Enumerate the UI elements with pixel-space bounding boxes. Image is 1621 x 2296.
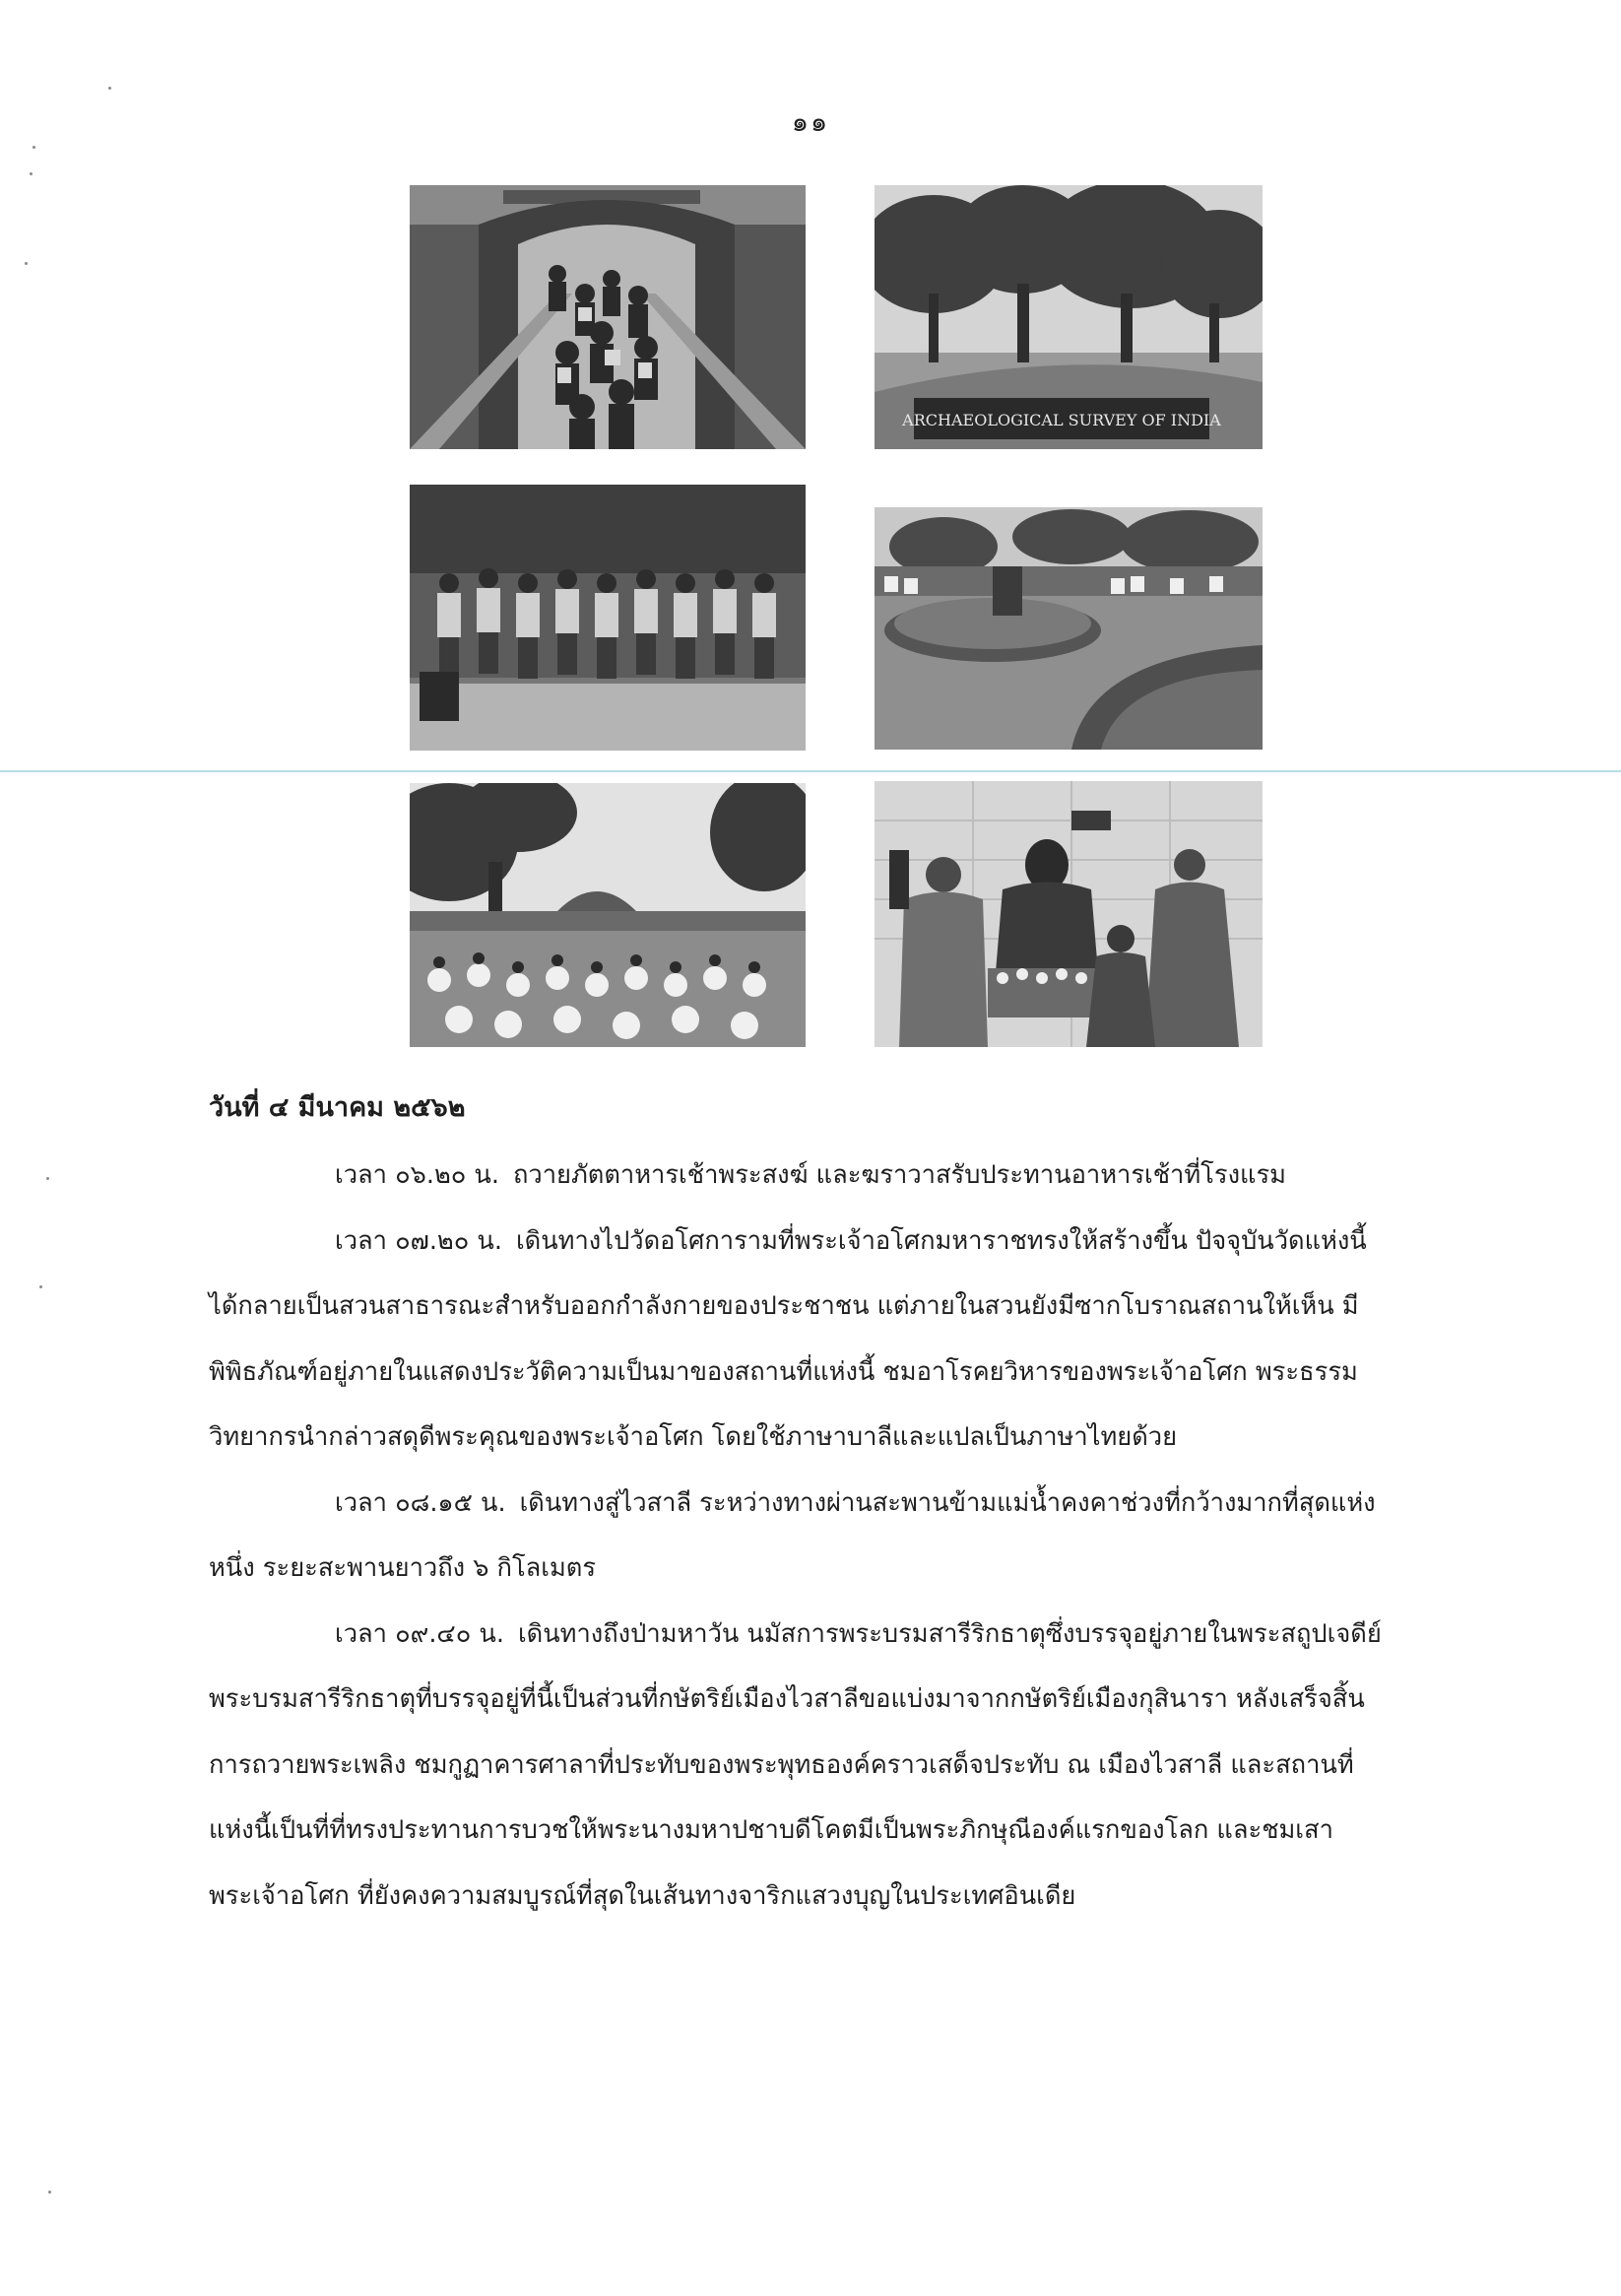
entry-text: เดินทางสู่ไวสาลี ระหว่างทางผ่านสะพานข้ามแม่น้ำคงคาช่วงที่กว้างมากที่สุดแห่งหนึ่ง ระยะสะพานยาวถึง ๖ กิโลเมตร (209, 1487, 1376, 1583)
entry-text: เดินทางไปวัดอโศการามที่พระเจ้าอโศกมหาราชทรงให้สร้างขึ้น ปัจจุบันวัดแห่งนี้ได้กลายเป็นสวนสาธารณะสำหรับออกกำลังกายของประชาชน แต่ภายในสวนยังมีซากโบราณสถานให้เห็น มีพิพิธภัณฑ์อยู่ภายในแสดงประวัติความเป็นมาของสถานที่แห่งนี้ ชมอาโรคยวิหารของพระเจ้าอโศก พระธรรมวิทยากรนำกล่าวสดุดีพระคุณของพระเจ้าอโศก โดยใช้ภาษาบาลีและแปลเป็นภาษาไทยด้วย (209, 1225, 1367, 1452)
scan-speck (48, 2191, 51, 2194)
scan-speck (46, 1177, 49, 1180)
itinerary-entry (209, 1471, 1391, 1602)
scan-speck (39, 1285, 42, 1288)
photo-students-group (410, 485, 806, 751)
photo-ruins-circular-base (875, 507, 1263, 750)
itinerary-entry (209, 1143, 1391, 1209)
entry-text: เดินทางถึงป่ามหาวัน นมัสการพระบรมสารีริกธาตุซึ่งบรรจุอยู่ภายในพระสถูปเจดีย์ พระบรมสารีริกธาตุที่บรรจุอยู่ที่นี้เป็นส่วนที่กษัตริย์เมืองไวสาลีขอแบ่งมาจากกษัตริย์เมืองกุสินารา หลังเสร็จสิ้นการถวายพระเพลิง ชมกูฏาคารศาลาที่ประทับของพระพุทธองค์คราวเสด็จประทับ ณ เมืองไวสาลี และสถานที่แห่งนี้เป็นที่ที่ทรงประทานการบวชให้พระนางมหาปชาบดีโคตมีเป็นพระภิกษุณีองค์แรกของโลก และชมเสาพระเจ้าอโศก ที่ยังคงความสมบูรณ์ที่สุดในเส้นทางจาริกแสวงบุญในประเทศอินเดีย (209, 1618, 1382, 1911)
photo-archaeological-survey-sign (875, 185, 1263, 449)
scan-speck (32, 146, 35, 149)
entry-text: ถวายภัตตาหารเช้าพระสงฆ์ และฆราวาสรับประทานอาหารเช้าที่โรงแรม (512, 1160, 1286, 1190)
photo-monks-buddha-statue (875, 781, 1263, 1047)
scan-speck (108, 87, 111, 90)
itinerary-entry (209, 1602, 1391, 1930)
page-number: ๑๑ (791, 107, 830, 138)
scan-speck (30, 172, 32, 175)
photo-seated-audience-park (410, 783, 806, 1047)
itinerary-entry (209, 1209, 1391, 1471)
entry-time: เวลา ๐๖.๒๐ น. (335, 1160, 499, 1190)
photo-gateway-crowd (410, 185, 806, 449)
scan-artifact-line (0, 770, 1621, 772)
entry-time: เวลา ๐๙.๔๐ น. (335, 1618, 504, 1649)
entry-time: เวลา ๐๘.๑๕ น. (335, 1487, 506, 1518)
entry-time: เวลา ๐๗.๒๐ น. (335, 1225, 502, 1256)
sign-text: ARCHAEOLOGICAL SURVEY OF INDIA (902, 411, 1221, 429)
scan-speck (25, 262, 28, 265)
itinerary-body (209, 1143, 1391, 1929)
day-heading: วันที่ ๔ มีนาคม ๒๕๖๒ (209, 1092, 466, 1123)
